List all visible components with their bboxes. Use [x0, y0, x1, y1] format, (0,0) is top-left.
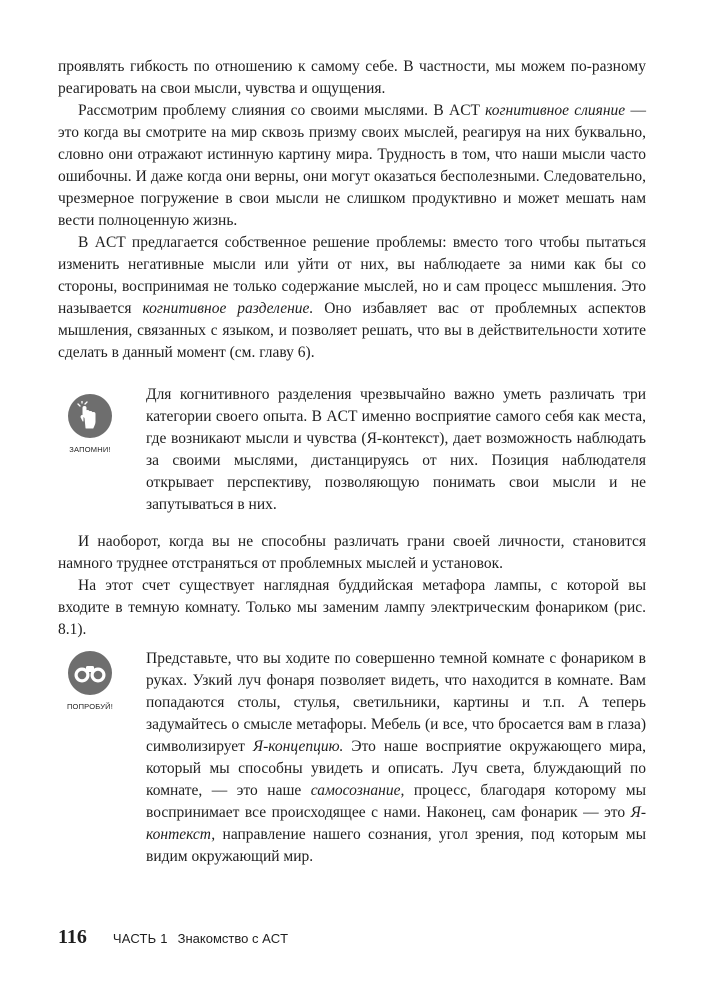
paragraph-5: На этот счет существует наглядная буддийская метафора лампы, с которой вы входите в темную комнату. Только мы заменим лампу электрическим фонариком (рис. 8.1). [58, 577, 646, 638]
top-text-block [58, 56, 646, 364]
term-self-awareness: самосознание, [310, 782, 405, 799]
paragraph-1: проявлять гибкость по отношению к самому себе. В частности, мы можем по-разному реагировать на свои мысли, чувства и ощущения. [58, 58, 646, 97]
binoculars-icon [68, 651, 112, 695]
try-it-label: ПОПРОБУЙ! [66, 702, 114, 711]
paragraph-2-end: — это когда вы смотрите на мир сквозь призму своих мыслей, реагируя на них буквально, словно они отражают истинную картину мира. Трудность в том, что наши мысли часто ошибочны. И даже когда они верны, они могут оказаться бесполезными. Следовательно, чрезмерное погружение в свои мысли не слишком продуктивно и может мешать нам вести полноценную жизнь. [58, 102, 647, 229]
middle-text-block [58, 531, 646, 641]
remember-label: ЗАПОМНИ! [69, 445, 111, 454]
term-cognitive-fusion: когнитивное слияние [485, 102, 626, 119]
remember-icon-block [58, 394, 122, 454]
try-it-text-3: процесс, благодаря которому мы воспринимает все происходящее с нами. Наконец, сам фонарик — это [146, 782, 646, 821]
pointing-hand-icon [68, 394, 112, 438]
paragraph-4: И наоборот, когда вы не способны различать грани своей личности, становится намного труднее отстраняться от проблемных мыслей и установок. [58, 533, 646, 572]
page-number: 116 [58, 926, 87, 948]
try-it-text-4: направление нашего сознания, угол зрения, под которым мы видим окружающий мир. [146, 826, 646, 865]
chapter-title: Знакомство с ACT [177, 931, 289, 946]
term-self-concept: Я-концепцию. [252, 738, 344, 755]
term-self-context: Я-контекст, [146, 804, 646, 843]
paragraph-2 [58, 100, 646, 232]
page-footer [58, 926, 288, 949]
try-it-text-2: Это наше восприятие окружающего мира, который мы способны увидеть и описать. Луч света, блуждающий по комнате, — это наше [146, 738, 647, 799]
paragraph-2-start: Рассмотрим проблему слияния со своими мыслями. В ACT [78, 102, 486, 119]
paragraph-3 [58, 232, 646, 364]
paragraph-3-end: Оно избавляет вас от проблемных аспектов мышления, связанных с языком, и позволяет решать, что вы в действительности хотите сделать в данный момент (см. главу 6). [58, 300, 646, 361]
try-it-text-1: Представьте, что вы ходите по совершенно темной комнате с фонариком в руках. Узкий луч фонаря позволяет видеть, что находится в комнате. Вам попадаются столы, стулья, светильники, картины и т.п. А теперь задумайтесь о смысле метафоры. Мебель (и все, что бросается вам в глаза) символизирует [146, 650, 646, 755]
try-it-icon-block [58, 651, 122, 711]
part-label: ЧАСТЬ 1 [112, 931, 168, 946]
term-cognitive-defusion: когнитивное разделение. [142, 300, 314, 317]
try-it-text [146, 648, 646, 868]
remember-text: Для когнитивного разделения чрезвычайно важно уметь различать три категории своего опыта. В ACT именно восприятие самого себя как места, где возникают мысли и чувства (Я-контекст), дает возможность наблюдать за своими мыслями, дистанцируясь от них. Позиция наблюдателя открывает перспективу, позволяющую понимать свои мысли и не запутываться в них. [146, 386, 646, 513]
paragraph-3-start: В ACT предлагается собственное решение проблемы: вместо того чтобы пытаться изменить негативные мысли или уйти от них, вы наблюдаете за ними как бы со стороны, воспринимая не только содержание мыслей, но и сам процесс мышления. Это называется [58, 234, 646, 317]
